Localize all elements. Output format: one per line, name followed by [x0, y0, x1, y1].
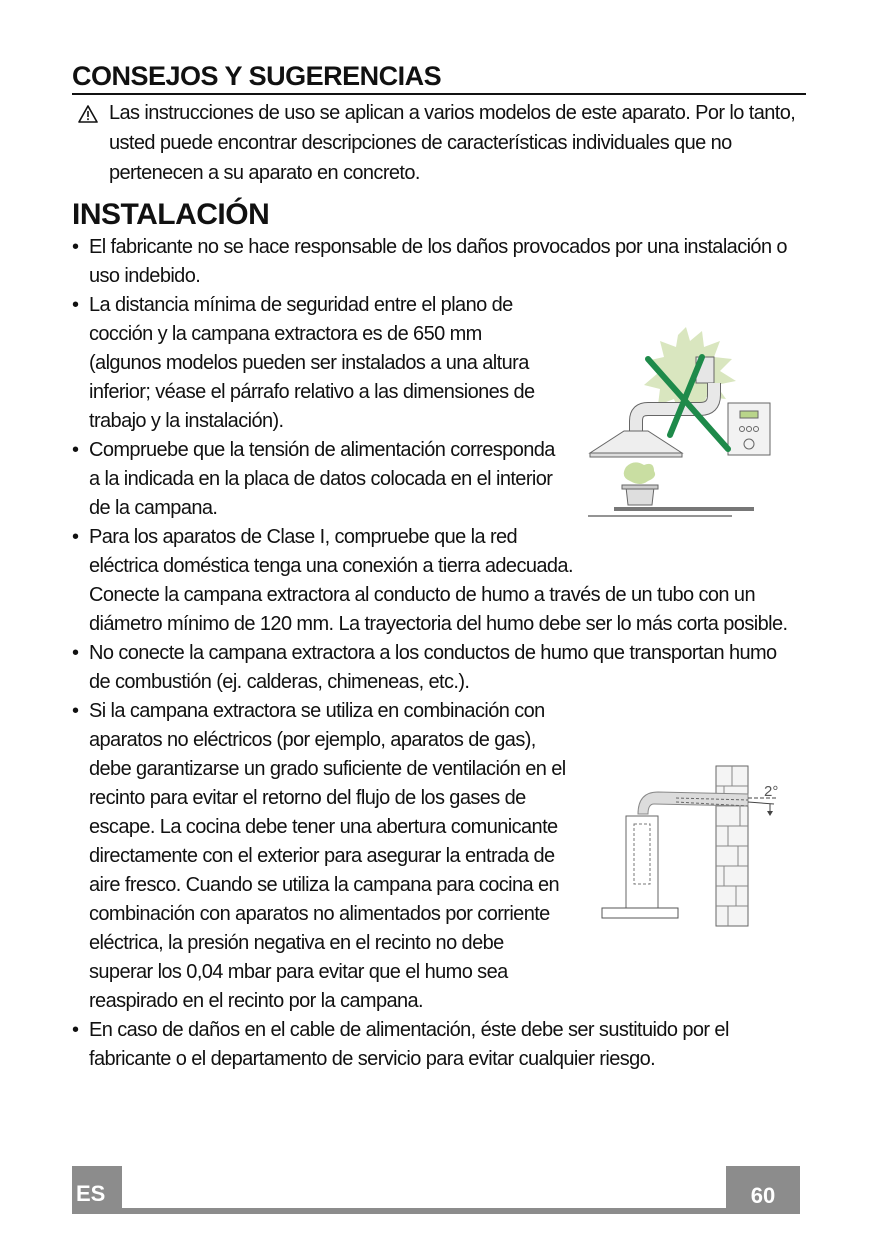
list-item-text: Si la campana extractora se utiliza en combinación con aparatos no eléctricos (por ejemplo, aparatos de gas), debe garantizarse un grado suficiente de ventilación en el recinto para evitar el retorno del flujo de los gases de escape. La cocina debe tener una abertura comunicante directamente con el exterior para asegurar la entrada de aire fresco. Cuando se utiliza la campana para cocina en combinación con aparatos no alimentados por corriente eléctrica, la presión negativa en el recinto no debe superar los 0,04 mbar para evitar que el humo sea reaspirado en el recinto por la campana.: [89, 700, 566, 1012]
page-number: 60: [726, 1166, 800, 1214]
bullet: •: [72, 700, 79, 722]
list-item-extra-text: Conecte la campana extractora al conducto de humo a través de un tubo con un diámetro mínimo de 120 mm. La trayectoria del humo debe ser lo más corta posible.: [89, 584, 788, 635]
list-item-text: El fabricante no se hace responsable de los daños provocados por una instalación o uso indebido.: [89, 236, 787, 287]
page-footer: [72, 1166, 800, 1214]
list-item: [72, 233, 792, 291]
list-item-text: La distancia mínima de seguridad entre el plano de cocción y la campana extractora es de 650 mm (algunos modelos pueden ser instalados a una altura inferior; véase el párrafo relativo a las dimensiones de trabajo y la instalación).: [89, 294, 535, 432]
list-item: [72, 1016, 792, 1074]
language-badge: ES: [72, 1166, 122, 1214]
angle-label: 2°: [764, 783, 779, 800]
figure-hood-distance: [586, 325, 776, 525]
list-item-text: En caso de daños en el cable de alimentación, éste debe ser sustituido por el fabricante o el departamento de servicio para evitar cualquier riesgo.: [89, 1019, 729, 1070]
bullet: •: [72, 439, 79, 461]
bullet: •: [72, 642, 79, 664]
section-title-consejos: CONSEJOS Y SUGERENCIAS: [72, 60, 806, 95]
bullet: •: [72, 1019, 79, 1041]
list-item-text: Compruebe que la tensión de alimentación corresponda a la indicada en la placa de datos colocada en el interior de la campana.: [89, 439, 555, 519]
notice-block: [72, 98, 802, 188]
list-item: [72, 639, 792, 697]
bullet: •: [72, 236, 79, 258]
bullet: •: [72, 526, 79, 548]
footer-bar: [72, 1208, 800, 1214]
warning-triangle-icon: [78, 102, 98, 132]
notice-text: Las instrucciones de uso se aplican a varios modelos de este aparato. Por lo tanto, usted puede encontrar descripciones de características individuales que no pertenecen a su aparato en concreto.: [109, 102, 796, 184]
figure-duct-slope: [598, 762, 798, 937]
list-item-text: Para los aparatos de Clase I, compruebe que la red eléctrica doméstica tenga una conexión a tierra adecuada.: [89, 526, 573, 577]
list-item-text: No conecte la campana extractora a los conductos de humo que transportan humo de combustión (ej. calderas, chimeneas, etc.).: [89, 642, 777, 693]
list-item: [72, 523, 792, 639]
section-title-instalacion: INSTALACIÓN: [72, 198, 270, 231]
bullet: •: [72, 294, 79, 316]
